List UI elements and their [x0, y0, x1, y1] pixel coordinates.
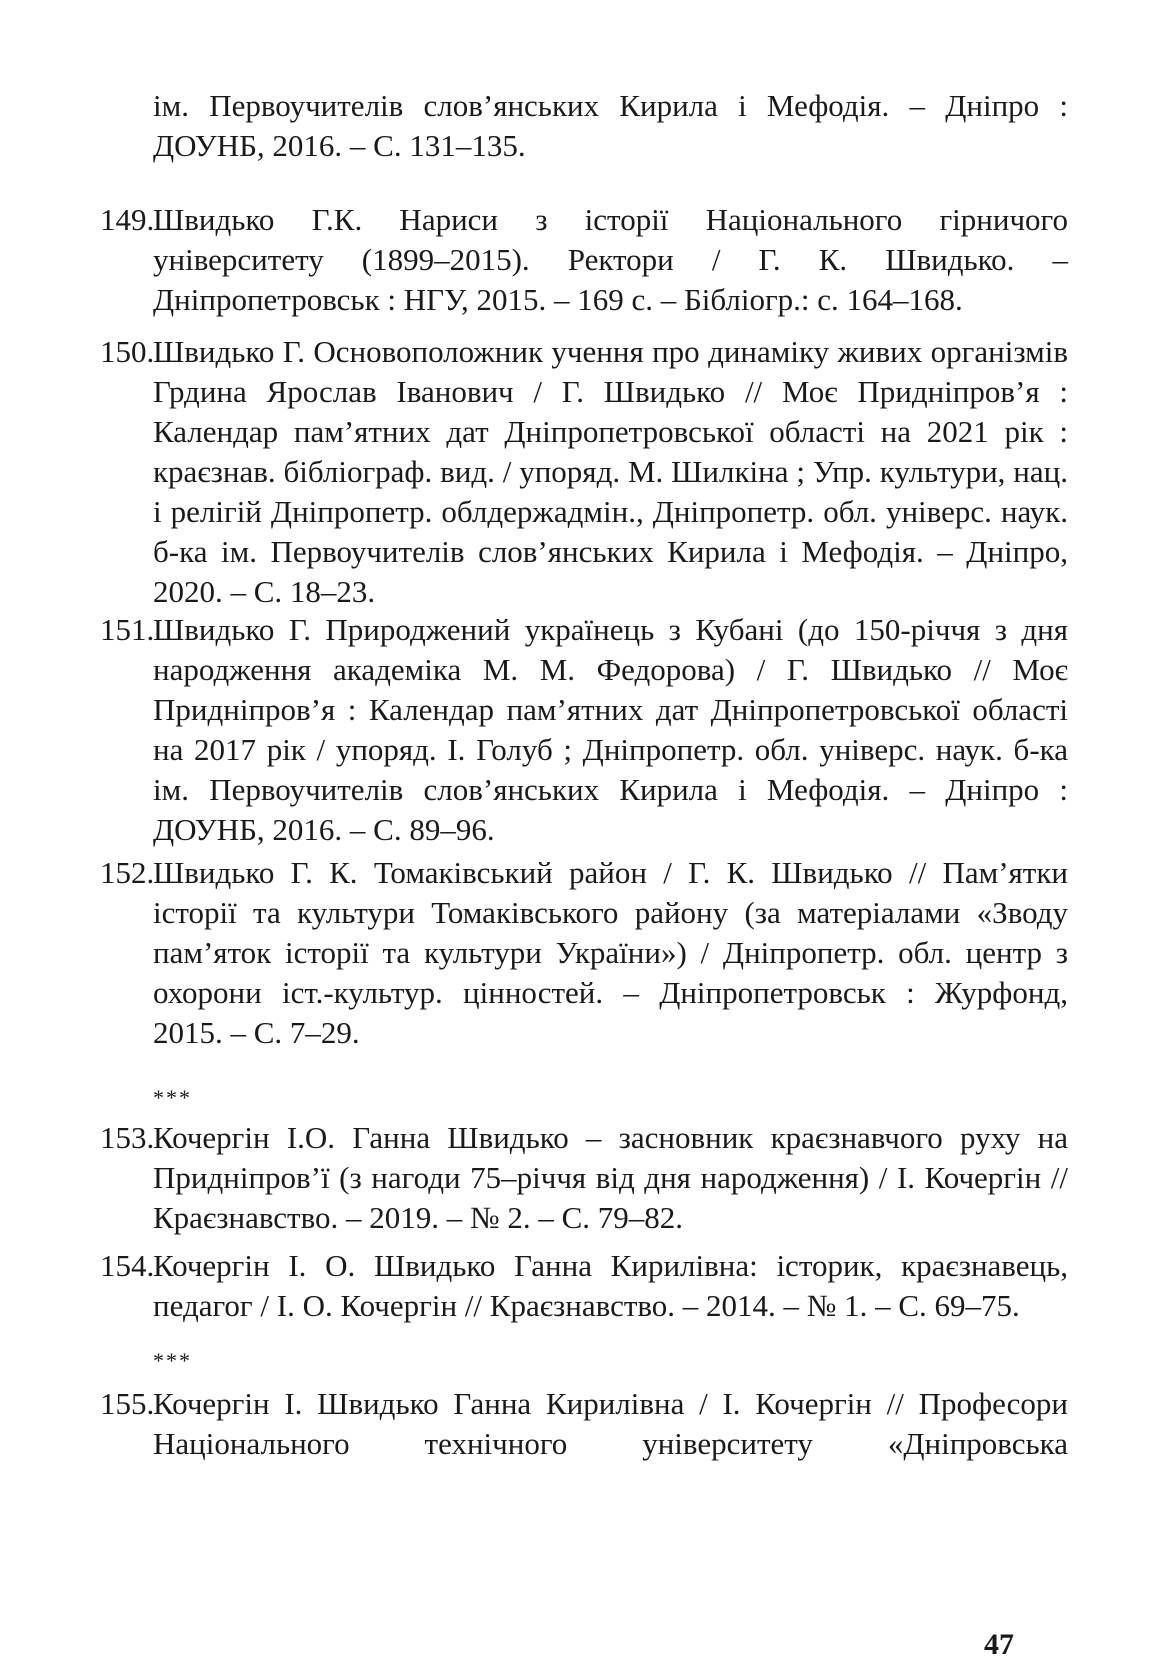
bibliography-entry-155 — [100, 1384, 1068, 1464]
entry-text: Швидько Г. Природжений українець з Кубані (до 150-річчя з дня народження академіка М. М. Федорова) / Г. Швидько // Моє Придніпров’я : Календар пам’ятних дат Дніпропетровської області на 2017 рік / упоряд. І. Голуб ; Дніпропетр. обл. універс. наук. б-ка ім. Первоучителів слов’янських Кирила і Мефодія. – Дніпро : ДОУНБ, 2016. – С. 89–96. — [153, 612, 1068, 847]
entry-number: 152. — [100, 855, 155, 890]
section-separator: *** — [153, 1348, 192, 1373]
bibliography-entry-153 — [100, 1118, 1068, 1238]
entry-text: Кочергін І. Швидько Ганна Кирилівна / І. Кочергін // Професори Національного технічного університету «Дніпровська — [153, 1386, 1068, 1461]
entry-number: 150. — [100, 334, 155, 369]
entry-text: Кочергін І.О. Ганна Швидько – засновник краєзнавчого руху на Придніпров’ї (з нагоди 75–річчя від дня народження) / І. Кочергін // Краєзнавство. – 2019. – № 2. – С. 79–82. — [153, 1120, 1068, 1235]
bibliography-entry-150 — [100, 332, 1068, 612]
entry-number: 149. — [100, 202, 155, 237]
entry-text: Швидько Г. Основоположник учення про динаміку живих організмів Грдина Ярослав Іванович / Г. Швидько // Моє Придніпров’я : Календар пам’ятних дат Дніпропетровської області на 2021 рік : краєзнав. бібліограф. вид. / упоряд. М. Шилкіна ; Упр. культури, нац. і релігій Дніпропетр. облдержадмін., Дніпропетр. обл. універс. наук. б-ка ім. Первоучителів слов’янських Кирила і Мефодія. – Дніпро, 2020. – С. 18–23. — [153, 334, 1068, 609]
bibliography-entry-151 — [100, 610, 1068, 850]
entry-number: 151. — [100, 612, 155, 647]
bibliography-entry-154 — [100, 1246, 1068, 1326]
entry-text: Швидько Г.К. Нариси з історії Національного гірничого університету (1899–2015). Ректори / Г. К. Швидько. – Дніпропетровськ : НГУ, 2015. – 169 с. – Бібліогр.: с. 164–168. — [153, 202, 1068, 317]
bibliography-entry-152 — [100, 853, 1068, 1053]
bibliography-entry-149 — [100, 200, 1068, 320]
section-separator: *** — [153, 1085, 192, 1110]
entry-number: 155. — [100, 1386, 155, 1421]
continuation-text: ім. Первоучителів слов’янських Кирила і Мефодія. – Дніпро : ДОУНБ, 2016. – С. 131–135. — [153, 88, 1068, 163]
entry-text: Кочергін І. О. Швидько Ганна Кирилівна: історик, краєзнавець, педагог / І. О. Кочергін // Краєзнавство. – 2014. – № 1. – С. 69–75. — [153, 1248, 1068, 1323]
page-number: 47 — [984, 1628, 1014, 1661]
entry-text: Швидько Г. К. Томаківський район / Г. К. Швидько // Пам’ятки історії та культури Томаківського району (за матеріалами «Зводу пам’яток історії та культури України») / Дніпропетр. обл. центр з охорони іст.-культур. цінностей. – Дніпропетровськ : Журфонд, 2015. – С. 7–29. — [153, 855, 1068, 1050]
entry-number: 154. — [100, 1248, 155, 1283]
entry-number: 153. — [100, 1120, 155, 1155]
